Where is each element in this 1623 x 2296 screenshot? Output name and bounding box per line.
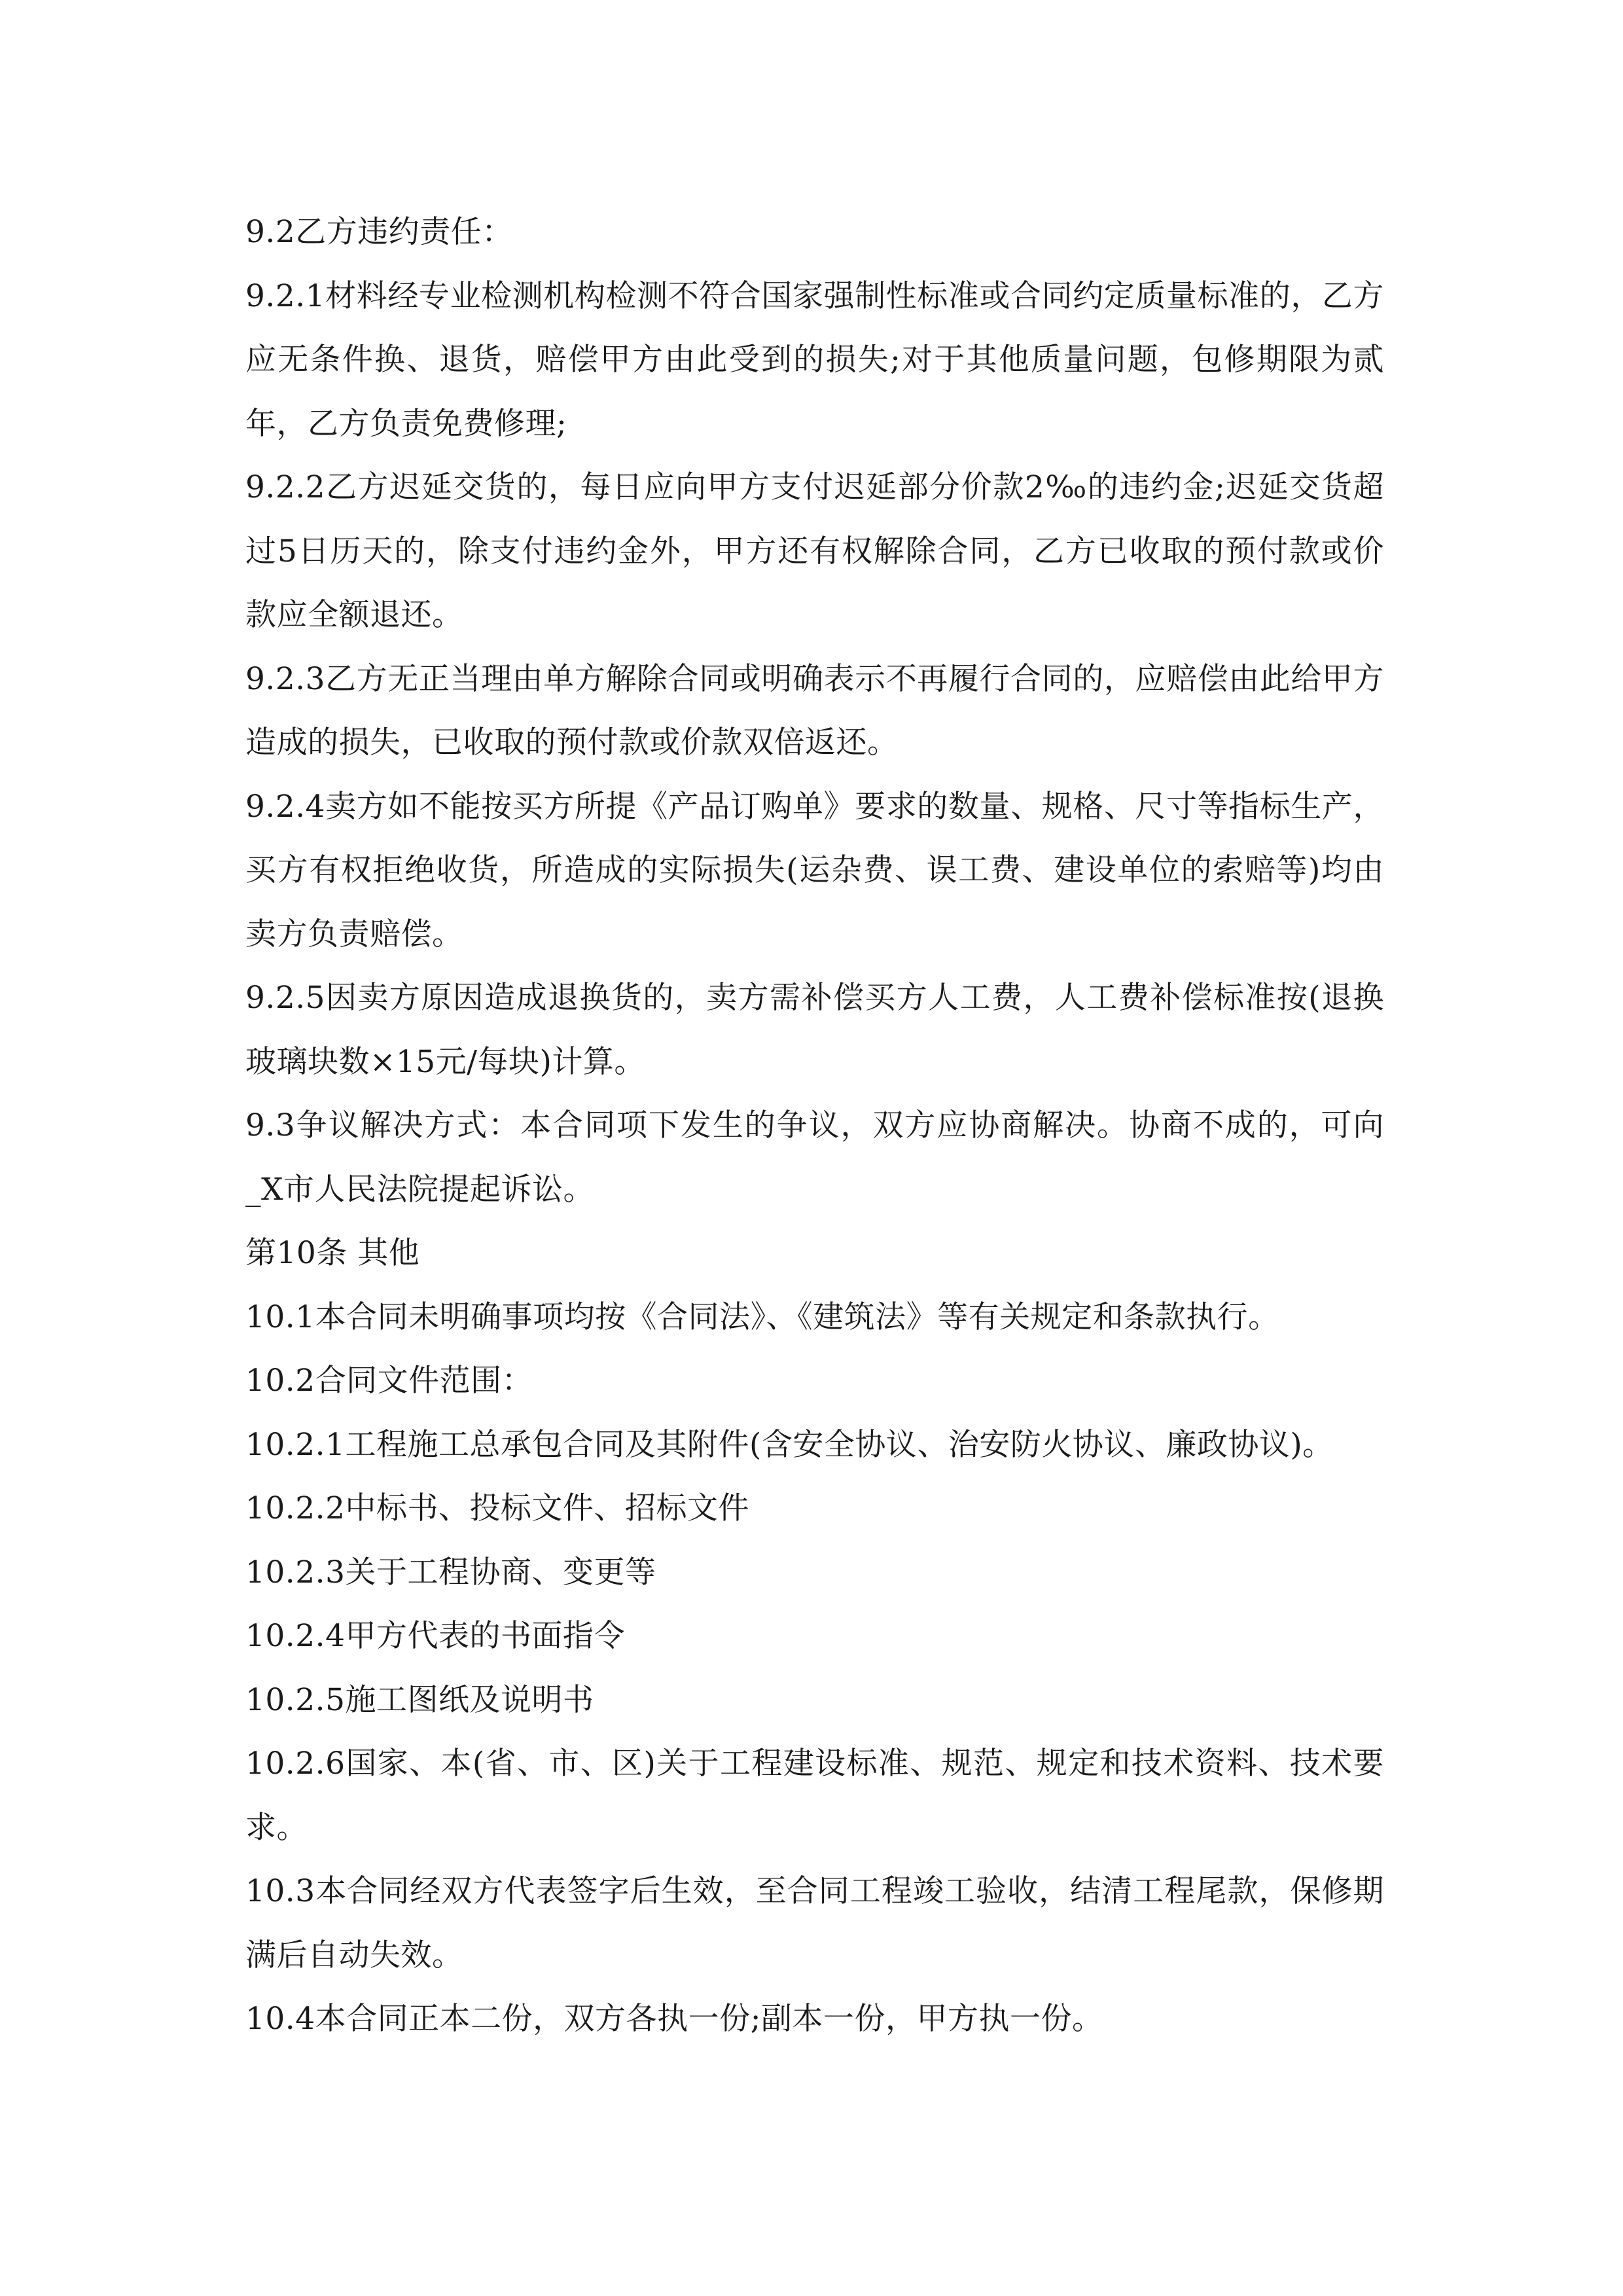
clause-10-3: 10.3本合同经双方代表签字后生效，至合同工程竣工验收，结清工程尾款，保修期满后自动失效。	[245, 1873, 1384, 1973]
clause-10-2-6: 10.2.6国家、本(省、市、区)关于工程建设标准、规范、规定和技术资料、技术要求。	[245, 1746, 1384, 1846]
clause-10-2-1: 10.2.1工程施工总承包合同及其附件(含安全协议、治安防火协议、廉政协议)。	[245, 1426, 1334, 1463]
article-10-heading: 第10条 其他	[245, 1235, 420, 1271]
clause-9-2-4: 9.2.4卖方如不能按买方所提《产品订购单》要求的数量、规格、尺寸等指标生产，买方有权拒绝收货，所造成的实际损失(运杂费、误工费、建设单位的索赔等)均由卖方负责赔偿。	[245, 788, 1384, 952]
clause-9-2-5: 9.2.5因卖方原因造成退换货的，卖方需补偿买方人工费，人工费补偿标准按(退换玻璃块数×15元/每块)计算。	[245, 980, 1384, 1080]
clause-10-2-5: 10.2.5施工图纸及说明书	[245, 1681, 594, 1718]
document-body	[245, 200, 1384, 2051]
clause-9-3: 9.3争议解决方式：本合同项下发生的争议，双方应协商解决。协商不成的，可向_X市人民法院提起诉讼。	[245, 1107, 1384, 1208]
clause-9-2-1: 9.2.1材料经专业检测机构检测不符合国家强制性标准或合同约定质量标准的，乙方应无条件换、退货，赔偿甲方由此受到的损失;对于其他质量问题，包修期限为贰年，乙方负责免费修理;	[245, 278, 1384, 442]
clause-9-2-2: 9.2.2乙方迟延交货的，每日应向甲方支付迟延部分价款2‰的违约金;迟延交货超过5日历天的，除支付违约金外，甲方还有权解除合同，乙方已收取的预付款或价款应全额退还。	[245, 469, 1384, 633]
clause-10-2-4: 10.2.4甲方代表的书面指令	[245, 1618, 625, 1654]
clause-9-2-3: 9.2.3乙方无正当理由单方解除合同或明确表示不再履行合同的，应赔偿由此给甲方造成的损失，已收取的预付款或价款双倍返还。	[245, 660, 1384, 761]
clause-9-2-heading: 9.2乙方违约责任：	[245, 214, 513, 250]
clause-10-2-2: 10.2.2中标书、投标文件、招标文件	[245, 1490, 749, 1526]
clause-10-2-heading: 10.2合同文件范围：	[245, 1363, 533, 1399]
clause-10-4: 10.4本合同正本二份，双方各执一份;副本一份，甲方执一份。	[245, 2001, 1103, 2037]
clause-10-1: 10.1本合同未明确事项均按《合同法》、《建筑法》等有关规定和条款执行。	[245, 1299, 1279, 1335]
clause-10-2-3: 10.2.3关于工程协商、变更等	[245, 1554, 656, 1590]
